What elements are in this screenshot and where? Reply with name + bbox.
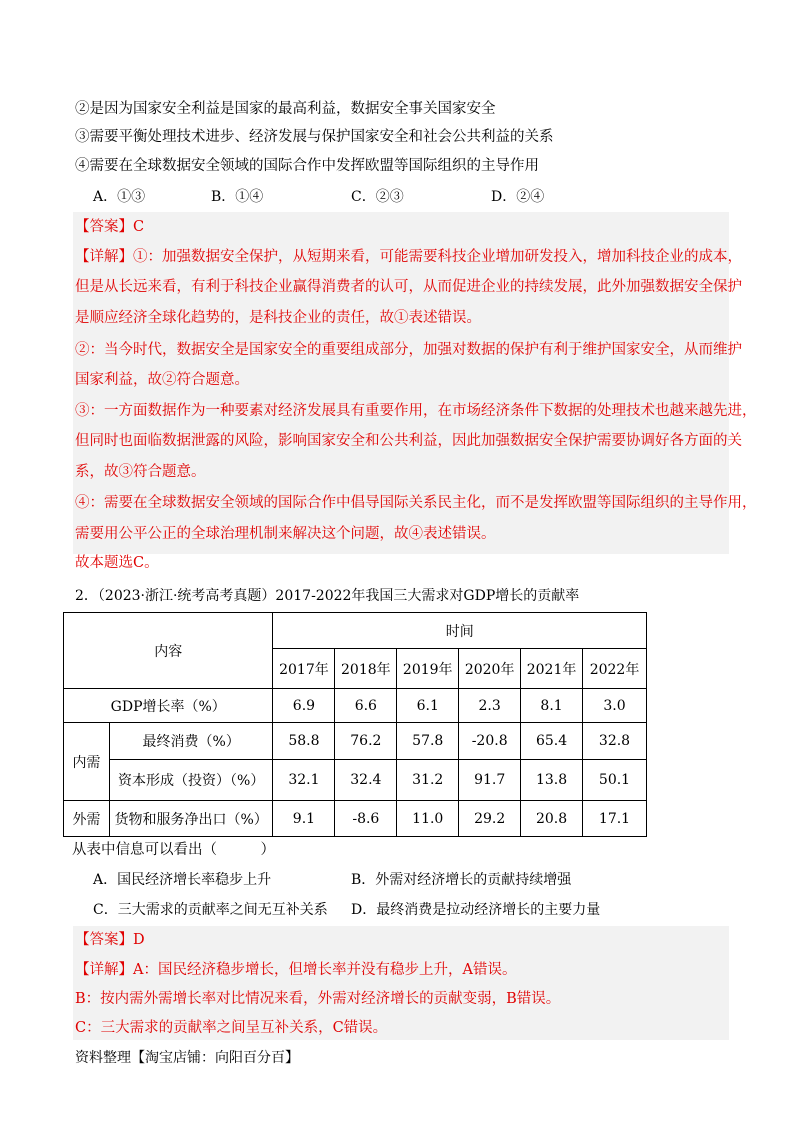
domestic-demand-label: 内需: [64, 723, 110, 801]
header-content-cell: 内容: [64, 613, 273, 689]
table-cell: -20.8: [459, 723, 521, 760]
table-cell: 32.8: [583, 723, 647, 760]
q1-option-c: C．②③: [351, 189, 404, 205]
final-consumption-label: 最终消费（%）: [109, 723, 273, 760]
year-header: 2022年: [583, 649, 647, 689]
q1-statement-2: ②是因为国家安全利益是国家的最高利益，数据安全事关国家安全: [75, 101, 496, 117]
year-header: 2017年: [273, 649, 335, 689]
q2-option-c: C．三大需求的贡献率之间无互补关系: [93, 902, 328, 918]
table-cell: 32.4: [335, 760, 397, 801]
year-header: 2018年: [335, 649, 397, 689]
year-header: 2019年: [397, 649, 459, 689]
detail-text: ①：加强数据安全保护，从短期来看，可能需要科技企业增加研发投入，增加科技企业的成本，: [133, 249, 742, 265]
table-cell: 6.1: [397, 689, 459, 723]
year-header: 2020年: [459, 649, 521, 689]
q1-detail-line: 系，故③符合题意。: [75, 464, 206, 480]
q1-detail-line: ④：需要在全球数据安全领域的国际合作中倡导国际关系民主化，而不是发挥欧盟等国际组织的主导作用，: [75, 495, 757, 511]
q1-detail-line: ③：一方面数据作为一种要素对经济发展具有重要作用，在市场经济条件下数据的处理技术也越来越先进，: [75, 403, 757, 419]
q2-option-b: B．外需对经济增长的贡献持续增强: [351, 872, 572, 888]
q1-detail-line: 但是从长远来看，有利于科技企业赢得消费者的认可，从而促进企业的持续发展，此外加强数据安全保护: [75, 279, 742, 295]
detail-text: A：国民经济稳步增长，但增长率并没有稳步上升，A错误。: [133, 962, 517, 978]
table-cell: 9.1: [273, 801, 335, 837]
table-cell: 65.4: [521, 723, 583, 760]
answer-value: C: [133, 219, 145, 235]
q1-detail-line: [75, 246, 742, 268]
table-cell: -8.6: [335, 801, 397, 837]
external-demand-label: 外需: [64, 801, 110, 837]
q1-answer: [75, 216, 144, 238]
table-cell: 8.1: [521, 689, 583, 723]
table-cell: 13.8: [521, 760, 583, 801]
table-cell: 20.8: [521, 801, 583, 837]
q2-detail-line: C：三大需求的贡献率之间呈互补关系，C错误。: [75, 1020, 388, 1036]
table-cell: 91.7: [459, 760, 521, 801]
capital-formation-label: 资本形成（投资）（%）: [109, 760, 273, 801]
q1-detail-line: 需要用公平公正的全球治理机制来解决这个问题，故④表述错误。: [75, 526, 496, 542]
table-cell: 57.8: [397, 723, 459, 760]
answer-label: 【答案】: [75, 932, 133, 948]
table-cell: 3.0: [583, 689, 647, 723]
detail-label: 【详解】: [75, 249, 133, 265]
table-cell: 6.9: [273, 689, 335, 723]
header-time-cell: 时间: [273, 613, 647, 649]
q2-detail-line: B：按内需外需增长率对比情况来看，外需对经济增长的贡献变弱，B错误。: [75, 991, 561, 1007]
q1-option-b: B．①④: [211, 189, 264, 205]
q2-answer: [75, 929, 145, 951]
table-cell: 6.6: [335, 689, 397, 723]
q2-title: 2．（2023·浙江·统考高考真题）2017-2022年我国三大需求对GDP增长的贡献率: [75, 588, 580, 604]
table-cell: 58.8: [273, 723, 335, 760]
answer-value: D: [133, 932, 145, 948]
q2-option-a: A．国民经济增长率稳步上升: [93, 872, 272, 888]
table-cell: 76.2: [335, 723, 397, 760]
q1-detail-line: 是顺应经济全球化趋势的，是科技企业的责任，故①表述错误。: [75, 310, 481, 326]
footer-note: 资料整理【淘宝店铺：向阳百分百】: [75, 1050, 299, 1066]
table-cell: 29.2: [459, 801, 521, 837]
q1-option-a: A．①③: [93, 189, 146, 205]
detail-label: 【详解】: [75, 962, 133, 978]
q1-statement-3: ③需要平衡处理技术进步、经济发展与保护国家安全和社会公共利益的关系: [75, 129, 554, 145]
gdp-row-label: GDP增长率（%）: [64, 689, 273, 723]
q1-detail-line: ②：当今时代，数据安全是国家安全的重要组成部分，加强对数据的保护有利于维护国家安全，从而维护: [75, 342, 742, 358]
q1-detail-line: 但同时也面临数据泄露的风险，影响国家安全和公共利益，因此加强数据安全保护需要协调好各方面的关: [75, 433, 742, 449]
contribution-table: [63, 612, 647, 837]
table-cell: 32.1: [273, 760, 335, 801]
q2-option-d: D．最终消费是拉动经济增长的主要力量: [351, 902, 601, 918]
q1-detail-line: 故本题选C。: [75, 555, 159, 571]
year-header: 2021年: [521, 649, 583, 689]
answer-label: 【答案】: [75, 219, 133, 235]
q1-statement-4: ④需要在全球数据安全领域的国际合作中发挥欧盟等国际组织的主导作用: [75, 158, 539, 174]
table-cell: 17.1: [583, 801, 647, 837]
table-cell: 50.1: [583, 760, 647, 801]
table-cell: 2.3: [459, 689, 521, 723]
q1-detail-line: 国家利益，故②符合题意。: [75, 372, 249, 388]
q2-detail-line: [75, 959, 516, 981]
table-cell: 11.0: [397, 801, 459, 837]
net-exports-label: 货物和服务净出口（%）: [109, 801, 273, 837]
table-cell: 31.2: [397, 760, 459, 801]
q2-question: 从表中信息可以看出（ ）: [72, 842, 275, 858]
q1-option-d: D．②④: [491, 189, 545, 205]
